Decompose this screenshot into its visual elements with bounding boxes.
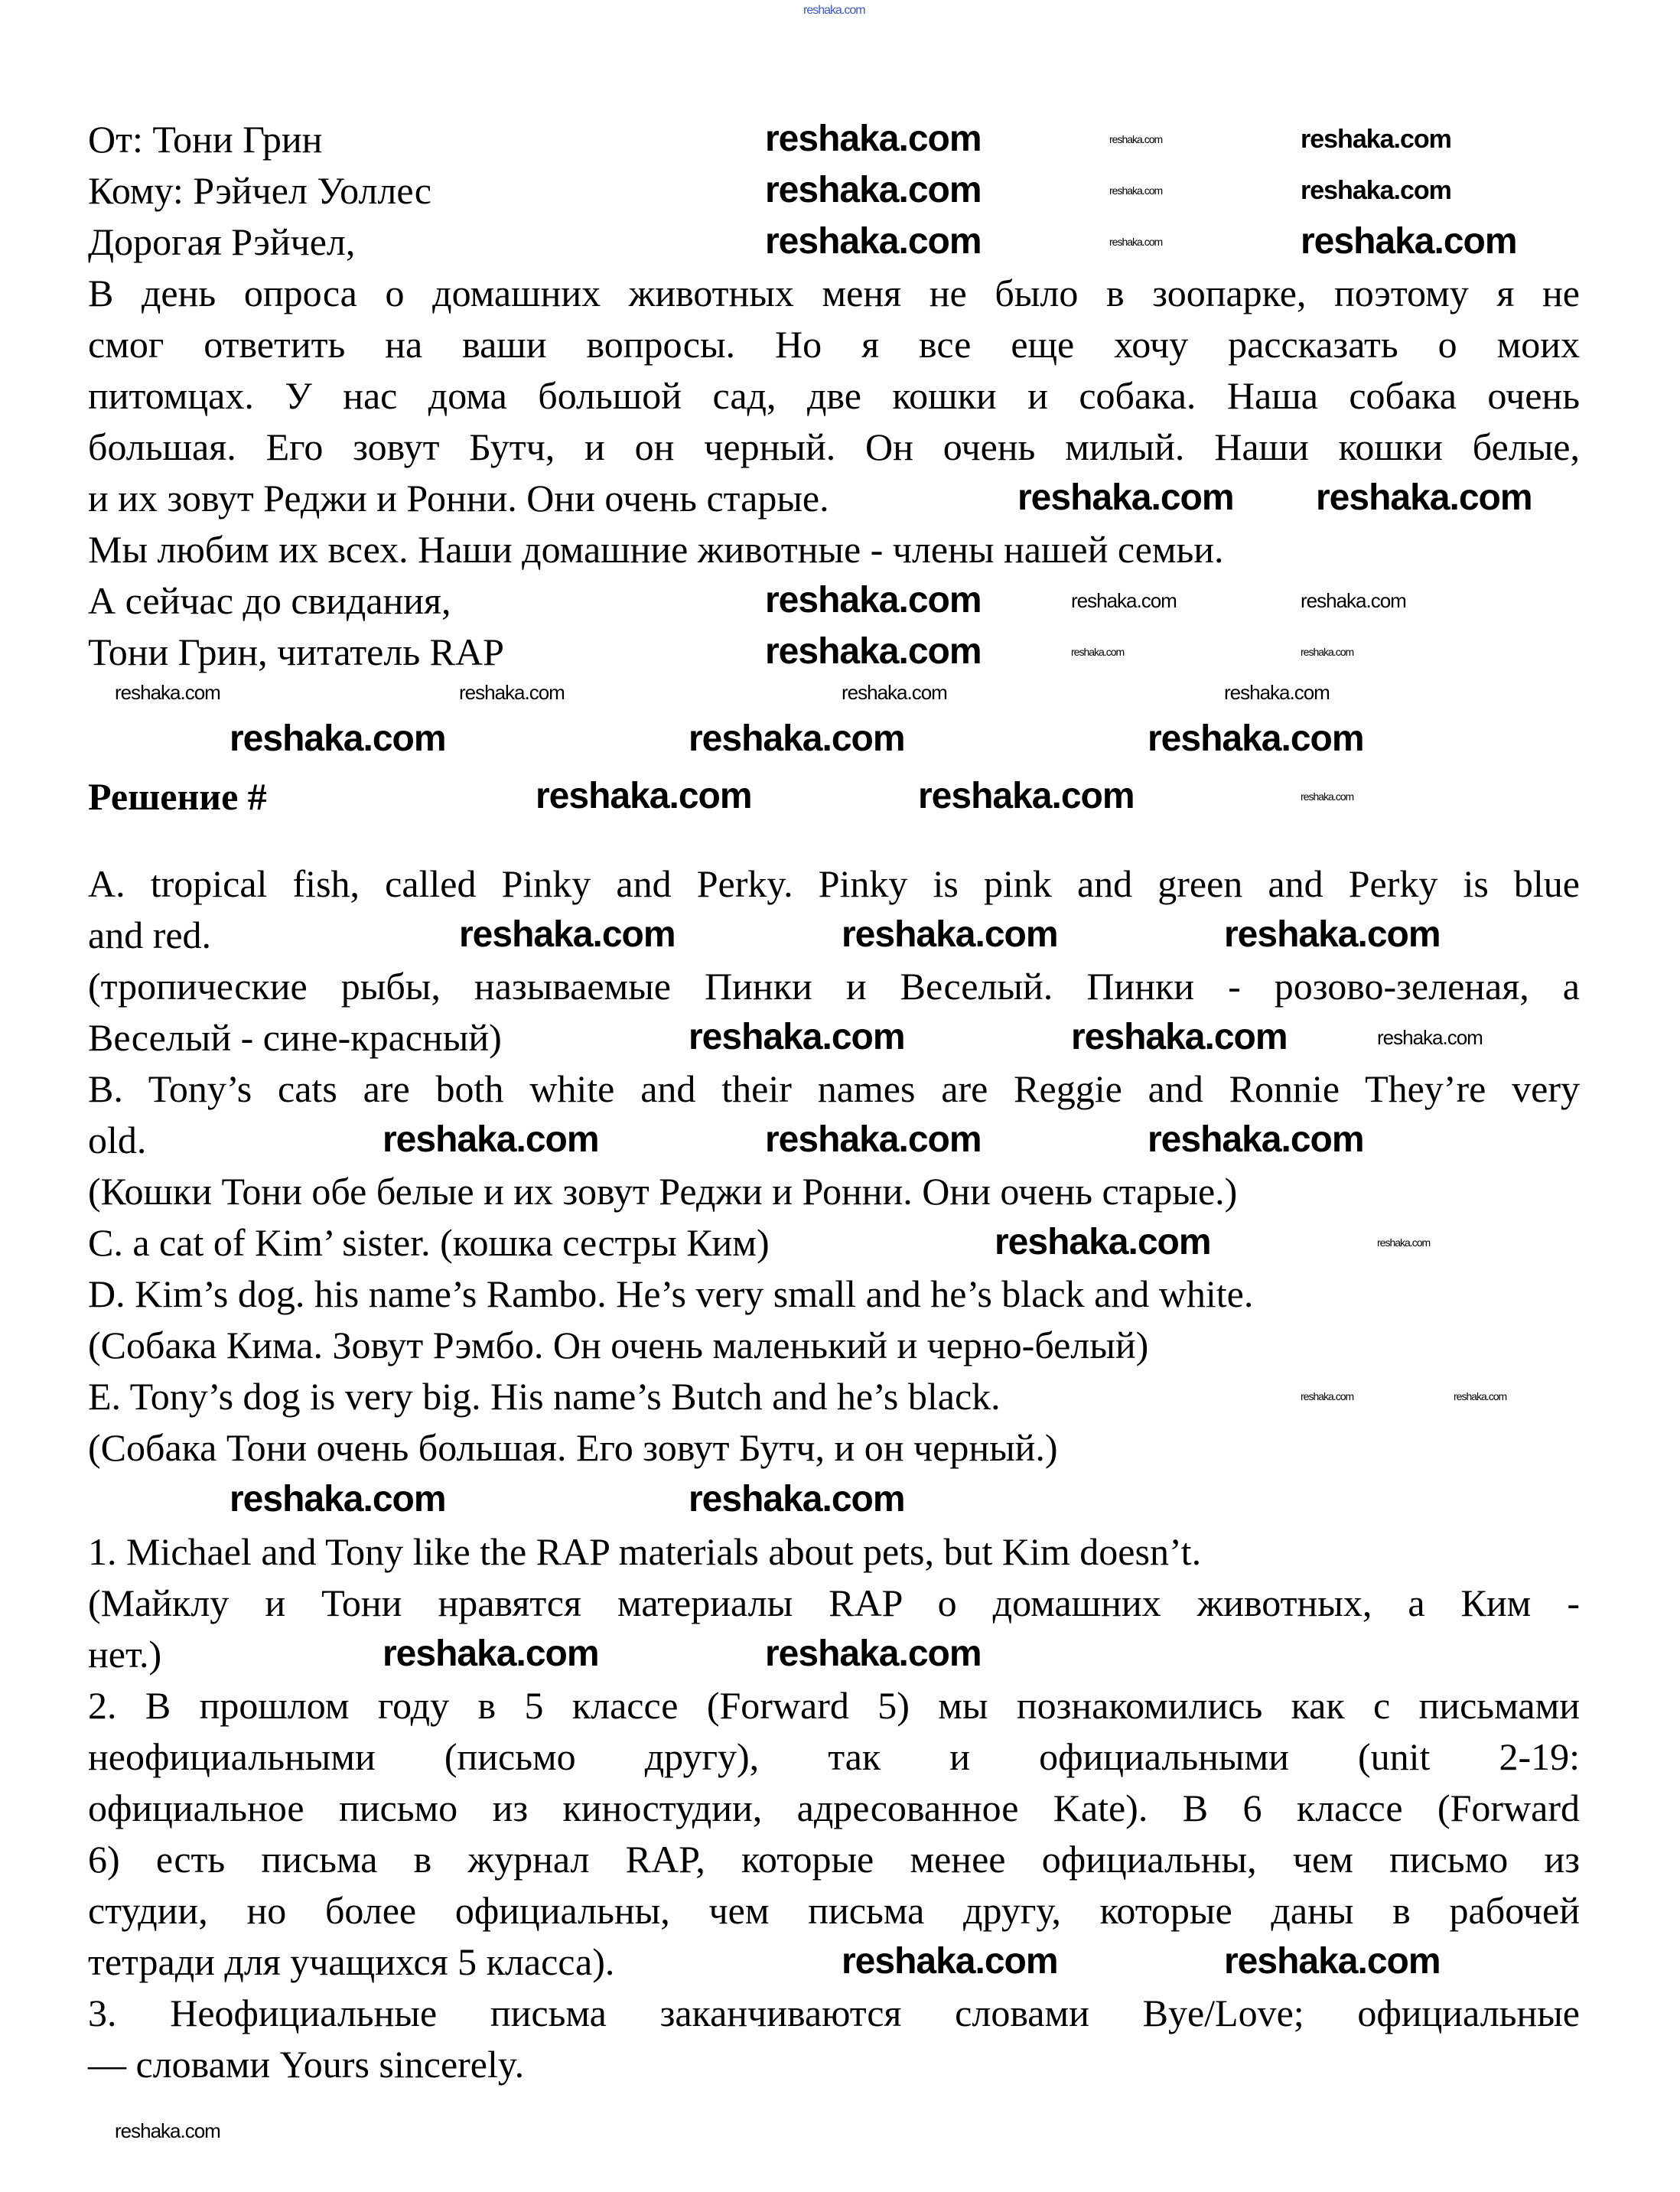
watermark: reshaka.com bbox=[383, 1119, 599, 1160]
answer-line: old. bbox=[88, 1119, 147, 1161]
letter-line: В день опроса о домашних животных меня не было в зоопарке, поэтому я не bbox=[88, 272, 1580, 314]
watermark: reshaka.com bbox=[1109, 184, 1163, 197]
numbered-line: (Майклу и Тони нравятся материалы RAP о домашних животных, а Ким - bbox=[88, 1581, 1580, 1624]
watermark: reshaka.com bbox=[765, 631, 982, 672]
watermark: reshaka.com bbox=[383, 1633, 599, 1674]
watermark: reshaka.com bbox=[1071, 1017, 1288, 1057]
watermark: reshaka.com bbox=[1071, 646, 1125, 658]
watermark: reshaka.com bbox=[1224, 681, 1330, 704]
watermark: reshaka.com bbox=[230, 1479, 446, 1519]
watermark: reshaka.com bbox=[1224, 914, 1441, 955]
watermark: reshaka.com bbox=[765, 119, 982, 159]
watermark: reshaka.com bbox=[995, 1222, 1211, 1262]
numbered-line: неофициальными (письмо другу), так и официальными (unit 2-19: bbox=[88, 1735, 1580, 1778]
letter-line: смог ответить на ваши вопросы. Но я все еще хочу рассказать о моих bbox=[88, 323, 1580, 366]
letter-from: От: Тони Грин bbox=[88, 118, 323, 161]
numbered-answers bbox=[88, 1526, 1580, 2090]
watermark: reshaka.com bbox=[765, 580, 982, 620]
watermark: reshaka.com bbox=[459, 914, 676, 955]
letter-line: питомцах. У нас дома большой сад, две кошки и собака. Наша собака очень bbox=[88, 374, 1580, 417]
numbered-line: 1. Michael and Tony like the RAP materials about pets, but Kim doesn’t. bbox=[88, 1530, 1202, 1573]
letter-line: большая. Его зовут Бутч, и он черный. Он очень милый. Наши кошки белые, bbox=[88, 425, 1580, 468]
watermark: reshaka.com bbox=[765, 1119, 982, 1160]
letter-to: Кому: Рэйчел Уоллес bbox=[88, 169, 431, 212]
answer-line: (Собака Тони очень большая. Его зовут Бутч, и он черный.) bbox=[88, 1426, 1058, 1469]
letter-closing: А сейчас до свидания, bbox=[88, 579, 451, 622]
watermark: reshaka.com bbox=[1316, 477, 1532, 518]
numbered-line: 6) есть письма в журнал RAP, которые менее официальны, чем письмо из bbox=[88, 1838, 1580, 1881]
numbered-line: 2. В прошлом году в 5 классе (Forward 5) мы познакомились как с письмами bbox=[88, 1684, 1580, 1727]
watermark: reshaka.com bbox=[115, 681, 220, 704]
numbered-line: студии, но более официальны, чем письма другу, которые даны в рабочей bbox=[88, 1889, 1580, 1932]
answer-line: (Собака Кима. Зовут Рэмбо. Он очень маленький и черно-белый) bbox=[88, 1324, 1149, 1366]
watermark: reshaka.com bbox=[765, 170, 982, 210]
watermark: reshaka.com bbox=[1301, 125, 1451, 154]
watermark: reshaka.com bbox=[536, 776, 752, 816]
answer-line: C. a cat of Kim’ sister. (кошка сестры Ким) bbox=[88, 1221, 770, 1264]
numbered-line: официальное письмо из киностудии, адресованное Kate). В 6 классе (Forward bbox=[88, 1786, 1580, 1829]
numbered-line: тетради для учащихся 5 класса). bbox=[88, 1940, 615, 1983]
answer-line: and red. bbox=[88, 914, 212, 956]
watermark: reshaka.com bbox=[765, 221, 982, 262]
watermark: reshaka.com bbox=[115, 2119, 220, 2142]
watermark: reshaka.com bbox=[1109, 133, 1163, 145]
answer-line: D. Kim’s dog. his name’s Rambo. He’s very small and he’s black and white. bbox=[88, 1272, 1254, 1315]
watermark: reshaka.com bbox=[689, 718, 905, 759]
answer-line: Веселый - сине-красный) bbox=[88, 1016, 502, 1059]
watermark: reshaka.com bbox=[842, 1941, 1058, 1982]
watermark: reshaka.com bbox=[1224, 1941, 1441, 1982]
solution-heading: Решение # bbox=[88, 775, 267, 818]
watermark: reshaka.com bbox=[689, 1017, 905, 1057]
letter-signature: Тони Грин, читатель RAP bbox=[88, 630, 504, 673]
answer-line: B. Tony’s cats are both white and their names are Reggie and Ronnie They’re very bbox=[88, 1067, 1580, 1110]
numbered-line: — словами Yours sincerely. bbox=[88, 2043, 525, 2086]
answer-line: A. tropical fish, called Pinky and Perky. Pinky is pink and green and Perky is blue bbox=[88, 862, 1580, 905]
watermark: reshaka.com bbox=[689, 1479, 905, 1519]
watermark: reshaka.com bbox=[1377, 1026, 1483, 1049]
watermark: reshaka.com bbox=[1301, 221, 1517, 262]
answer-line: (Кошки Тони обе белые и их зовут Реджи и Ронни. Они очень старые.) bbox=[88, 1170, 1238, 1213]
watermark: reshaka.com bbox=[1301, 1390, 1354, 1402]
watermark: reshaka.com bbox=[842, 914, 1058, 955]
watermark: reshaka.com bbox=[1071, 589, 1177, 612]
watermark: reshaka.com bbox=[1301, 790, 1354, 803]
answer-line: E. Tony’s dog is very big. His name’s Butch and he’s black. bbox=[88, 1375, 1001, 1418]
answer-line: (тропические рыбы, называемые Пинки и Веселый. Пинки - розово-зеленая, а bbox=[88, 965, 1580, 1008]
site-header[interactable]: reshaka.com bbox=[803, 4, 865, 17]
watermark: reshaka.com bbox=[1301, 589, 1406, 612]
watermark: reshaka.com bbox=[918, 776, 1135, 816]
watermark: reshaka.com bbox=[1148, 1119, 1364, 1160]
watermark: reshaka.com bbox=[765, 1633, 982, 1674]
watermark: reshaka.com bbox=[230, 718, 446, 759]
watermark: reshaka.com bbox=[1301, 176, 1451, 205]
letter-line: и их зовут Реджи и Ронни. Они очень старые. bbox=[88, 477, 829, 520]
watermark: reshaka.com bbox=[1301, 646, 1354, 658]
watermark: reshaka.com bbox=[1148, 718, 1364, 759]
letter-greeting: Дорогая Рэйчел, bbox=[88, 220, 356, 263]
watermark: reshaka.com bbox=[1377, 1236, 1431, 1249]
numbered-line: 3. Неофициальные письма заканчиваются словами Bye/Love; официальные bbox=[88, 1992, 1580, 2034]
letter-line: Мы любим их всех. Наши домашние животные - члены нашей семьи. bbox=[88, 528, 1224, 571]
watermark: reshaka.com bbox=[1109, 236, 1163, 248]
watermark: reshaka.com bbox=[459, 681, 565, 704]
numbered-line: нет.) bbox=[88, 1633, 162, 1676]
watermark: reshaka.com bbox=[1017, 477, 1234, 518]
watermark: reshaka.com bbox=[1454, 1390, 1507, 1402]
solution-section bbox=[88, 771, 1580, 822]
watermark: reshaka.com bbox=[842, 681, 947, 704]
